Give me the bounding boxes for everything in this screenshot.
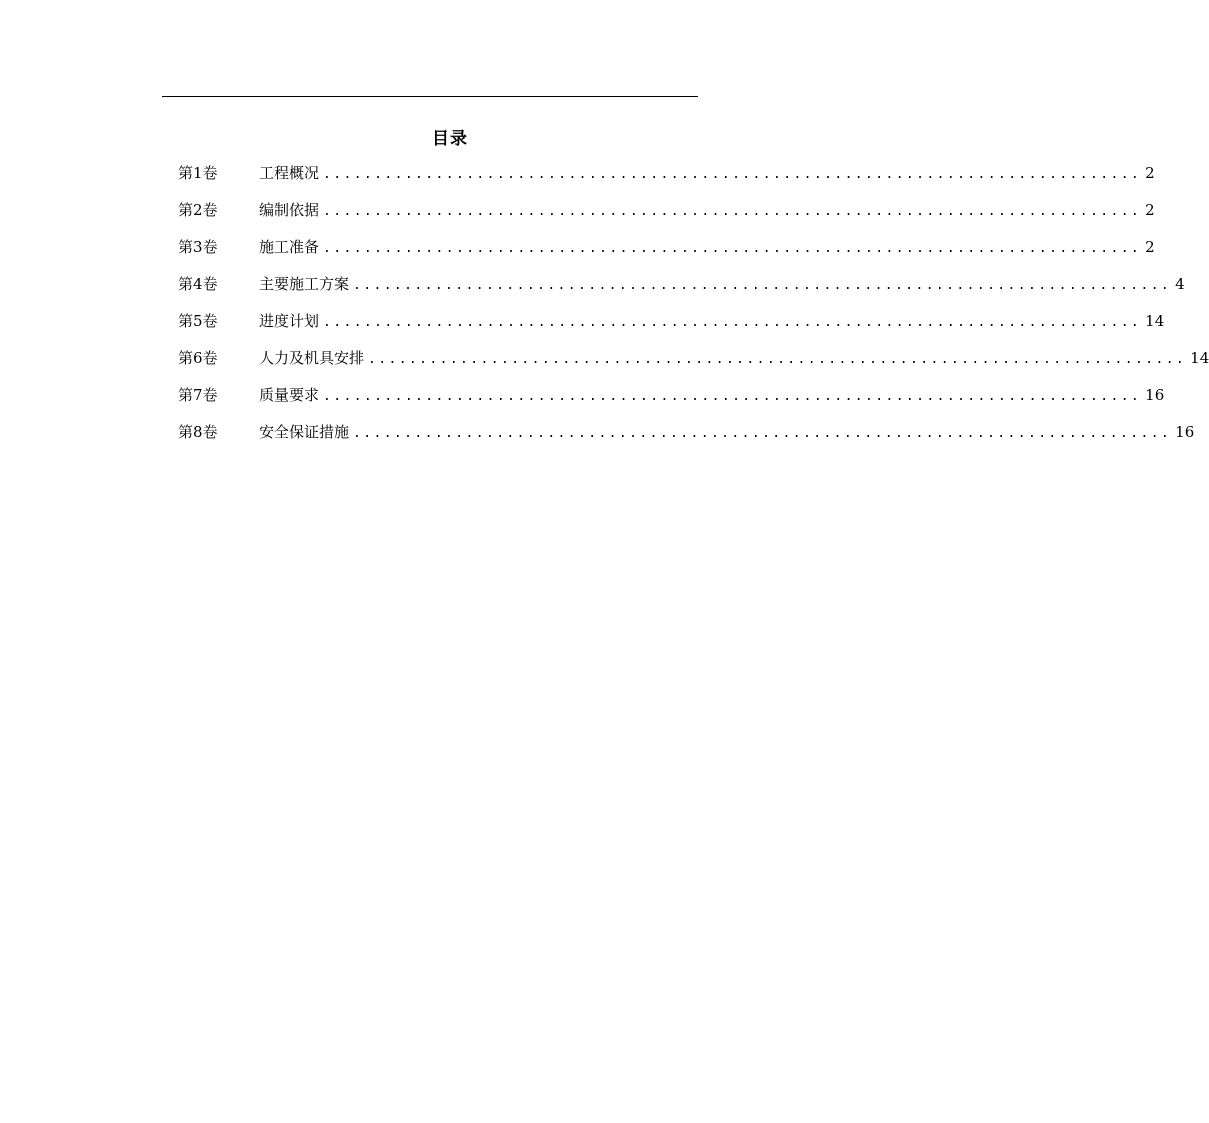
toc-entry[interactable]: [178, 384, 1165, 421]
toc-volume: 第7卷: [178, 386, 218, 404]
toc-volume: 第1卷: [178, 164, 218, 182]
toc-leader-dots: ................................................................................: [323, 204, 1142, 219]
toc-leader-dots: ................................................................................: [368, 352, 1187, 367]
toc-title: 目录: [432, 129, 468, 149]
toc-leader-dots: ................................................................................: [323, 389, 1142, 404]
toc-page-number: 14: [1190, 349, 1209, 367]
toc-page-number: 2: [1145, 201, 1155, 219]
toc-entry[interactable]: [178, 421, 1195, 458]
toc-section-name: 施工准备: [259, 238, 320, 256]
toc-entry[interactable]: [178, 273, 1185, 310]
header-rule: [162, 96, 698, 97]
toc-page-number: 4: [1175, 275, 1185, 293]
toc-leader-dots: ................................................................................: [353, 278, 1172, 293]
toc-section-name: 工程概况: [259, 164, 320, 182]
toc-page-number: 16: [1145, 386, 1165, 404]
toc-section-name: 质量要求: [259, 386, 320, 404]
toc-section-name: 人力及机具安排: [259, 349, 365, 367]
toc-leader-dots: ................................................................................: [323, 167, 1142, 182]
toc-page-number: 2: [1145, 164, 1155, 182]
toc-page-number: 14: [1145, 312, 1165, 330]
toc-volume: 第5卷: [178, 312, 218, 330]
toc-list: [178, 162, 1209, 458]
toc-volume: 第4卷: [178, 275, 218, 293]
toc-entry[interactable]: [178, 310, 1165, 347]
toc-leader-dots: ................................................................................: [353, 426, 1172, 441]
toc-leader-dots: ................................................................................: [323, 241, 1142, 256]
toc-section-name: 进度计划: [259, 312, 320, 330]
toc-section-name: 编制依据: [259, 201, 320, 219]
toc-section-name: 主要施工方案: [259, 275, 350, 293]
toc-entry[interactable]: [178, 236, 1155, 273]
toc-volume: 第3卷: [178, 238, 218, 256]
toc-section-name: 安全保证措施: [259, 423, 350, 441]
toc-page-number: 16: [1175, 423, 1195, 441]
toc-volume: 第2卷: [178, 201, 218, 219]
toc-entry[interactable]: [178, 199, 1155, 236]
toc-volume: 第8卷: [178, 423, 218, 441]
toc-volume: 第6卷: [178, 349, 218, 367]
toc-leader-dots: ................................................................................: [323, 315, 1142, 330]
toc-entry[interactable]: [178, 162, 1155, 199]
toc-page-number: 2: [1145, 238, 1155, 256]
toc-entry[interactable]: [178, 347, 1209, 384]
